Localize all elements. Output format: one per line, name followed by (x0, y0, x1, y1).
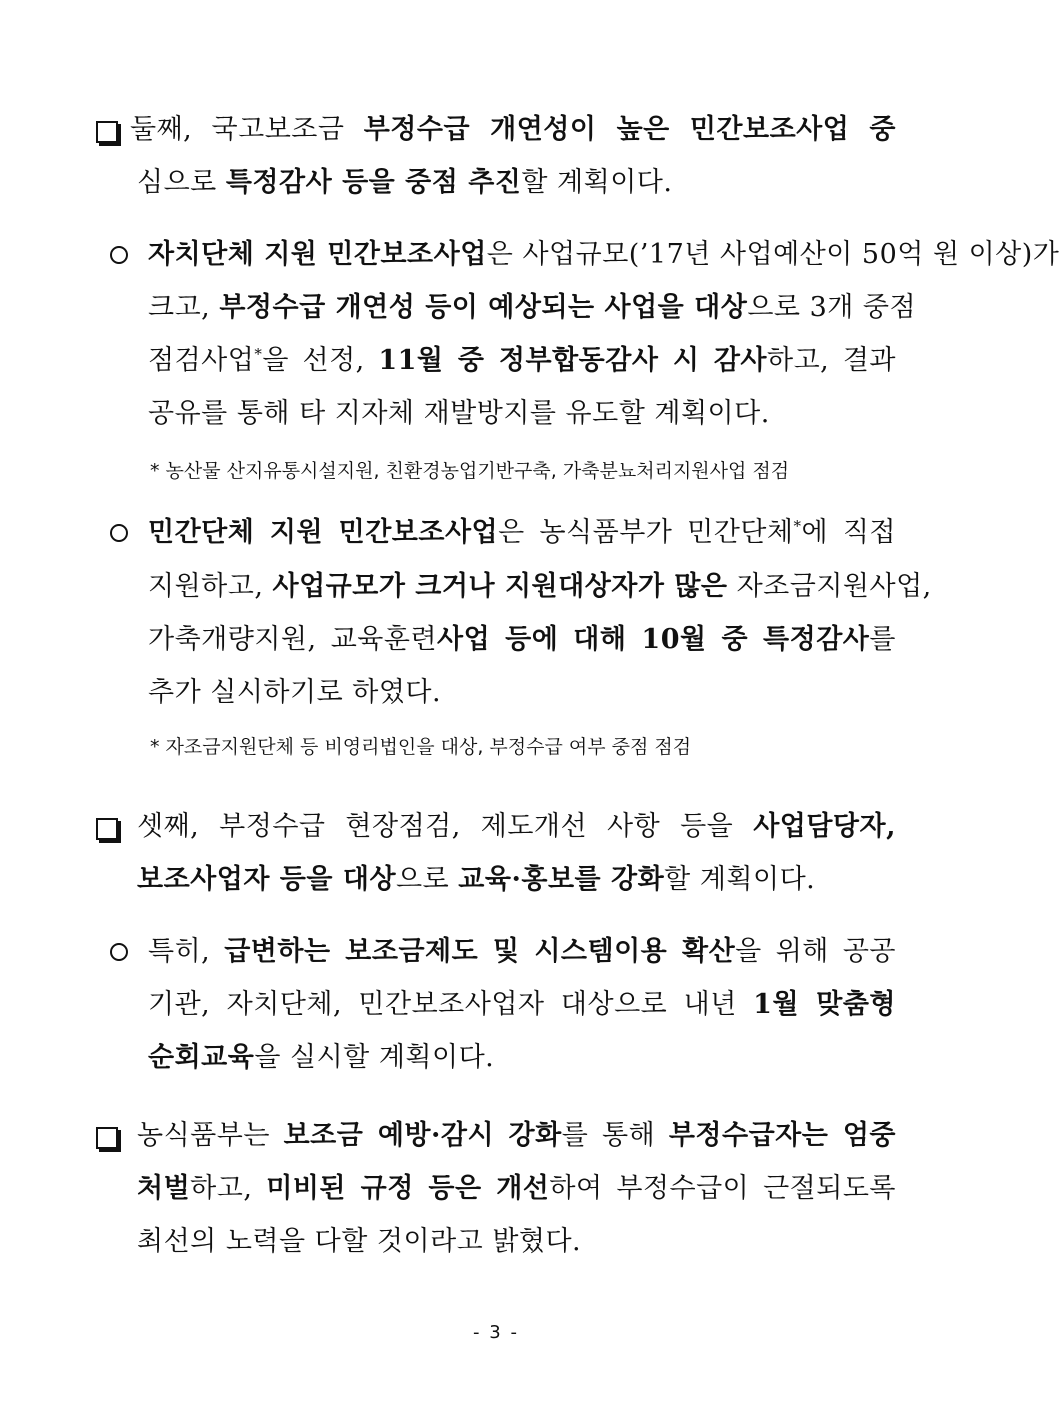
bullet-2-line-1: 민간단체 지원 민간보조사업은 농식품부가 민간단체*에 직접 (148, 517, 896, 548)
square-bullet-icon (96, 1127, 118, 1149)
section-4-line-3: 최선의 노력을 다할 것이라고 밝혔다. (137, 1226, 582, 1257)
square-bullet-icon (96, 121, 118, 143)
bullet-2-line-3: 가축개량지원, 교육훈련사업 등에 대해 10월 중 특정감사를 (148, 624, 896, 655)
bullet-2-footnote: * 자조금지원단체 등 비영리법인을 대상, 부정수급 여부 중점 점검 (150, 736, 692, 758)
bullet-3-line-2: 기관, 자치단체, 민간보조사업자 대상으로 내년 1월 맞춤형 (148, 989, 896, 1020)
section-4-line-1: 농식품부는 보조금 예방·감시 강화를 통해 부정수급자는 엄중 (137, 1120, 896, 1151)
bullet-1-line-1: 자치단체 지원 민간보조사업은 사업규모(’17년 사업예산이 50억 원 이상)가 (148, 239, 1059, 270)
section-3-line-2: 보조사업자 등을 대상으로 교육·홍보를 강화할 계획이다. (137, 864, 816, 895)
bullet-2-line-4: 추가 실시하기로 하였다. (148, 677, 442, 708)
page-number: - 3 - (473, 1322, 519, 1343)
bullet-1-line-3: 점검사업*을 선정, 11월 중 정부합동감사 시 감사하고, 결과 (148, 345, 897, 376)
section-3-line-1: 셋째, 부정수급 현장점검, 제도개선 사항 등을 사업담당자, (137, 811, 896, 842)
circle-bullet-icon (110, 524, 128, 542)
circle-bullet-icon (110, 943, 128, 961)
bullet-3-line-3: 순회교육을 실시할 계획이다. (148, 1042, 495, 1073)
bullet-1-footnote: * 농산물 산지유통시설지원, 친환경농업기반구축, 가축분뇨처리지원사업 점검 (150, 460, 790, 482)
bullet-1-line-2: 크고, 부정수급 개연성 등이 예상되는 사업을 대상으로 3개 중점 (148, 292, 917, 323)
section-2-line-2: 심으로 특정감사 등을 중점 추진할 계획이다. (137, 167, 673, 198)
section-4-line-2: 처벌하고, 미비된 규정 등은 개선하여 부정수급이 근절되도록 (137, 1173, 896, 1204)
section-2-line-1: 둘째, 국고보조금 부정수급 개연성이 높은 민간보조사업 중 (130, 114, 896, 145)
bullet-3-line-1: 특히, 급변하는 보조금제도 및 시스템이용 확산을 위해 공공 (148, 936, 896, 967)
bullet-1-line-4: 공유를 통해 타 지자체 재발방지를 유도할 계획이다. (148, 398, 770, 429)
circle-bullet-icon (110, 246, 128, 264)
bullet-2-line-2: 지원하고, 사업규모가 크거나 지원대상자가 많은 자조금지원사업, (148, 571, 932, 602)
square-bullet-icon (96, 818, 118, 840)
